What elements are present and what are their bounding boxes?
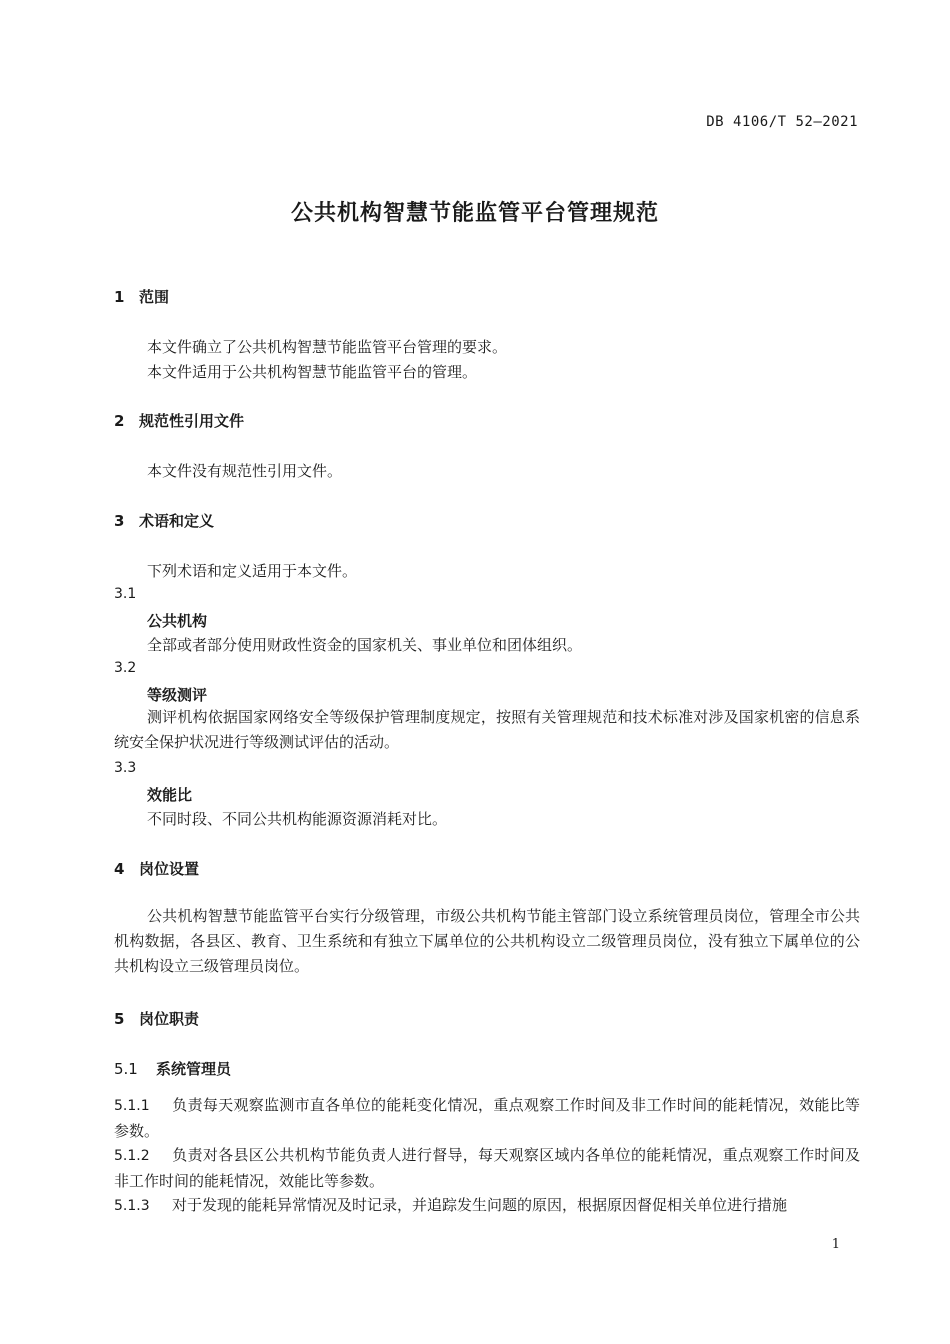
page-number: 1 xyxy=(831,1237,840,1252)
term-number: 3.3 xyxy=(114,760,137,776)
term-number: 3.1 xyxy=(114,586,137,602)
section-title: 岗位职责 xyxy=(139,1010,200,1028)
clause-text: 对于发现的能耗异常情况及时记录，并追踪发生问题的原因，根据原因督促相关单位进行措施 xyxy=(172,1196,788,1214)
paragraph: 本文件确立了公共机构智慧节能监管平台管理的要求。 xyxy=(147,338,508,356)
term-number: 3.2 xyxy=(114,660,137,676)
section-title: 范围 xyxy=(139,288,170,306)
paragraph: 本文件没有规范性引用文件。 xyxy=(147,462,343,480)
section-heading-4 xyxy=(114,858,199,879)
section-number: 5 xyxy=(114,1010,125,1028)
section-number: 1 xyxy=(114,288,125,306)
section-number: 4 xyxy=(114,860,125,878)
term-definition: 不同时段、不同公共机构能源资源消耗对比。 xyxy=(147,810,448,828)
term-name: 效能比 xyxy=(147,786,193,804)
subsection-number: 5.1 xyxy=(114,1060,138,1078)
section-title: 术语和定义 xyxy=(139,512,215,530)
subsection-title: 系统管理员 xyxy=(156,1060,232,1078)
section-title: 规范性引用文件 xyxy=(139,412,245,430)
section-number: 3 xyxy=(114,512,125,530)
standard-code: DB 4106/T 52—2021 xyxy=(706,114,858,130)
clause-number: 5.1.2 xyxy=(114,1148,150,1164)
document-title: 公共机构智慧节能监管平台管理规范 xyxy=(290,201,659,226)
term-name: 公共机构 xyxy=(147,612,208,630)
subsection-heading-5-1 xyxy=(114,1058,231,1079)
clause-number: 5.1.1 xyxy=(114,1098,150,1114)
clause-item xyxy=(114,1093,860,1144)
clause-item xyxy=(114,1193,860,1219)
clause-text: 负责对各县区公共机构节能负责人进行督导，每天观察区域内各单位的能耗情况，重点观察工作时间及非工作时间的能耗情况，效能比等参数。 xyxy=(114,1146,860,1190)
term-name: 等级测评 xyxy=(147,686,208,704)
section-heading-2 xyxy=(114,410,244,431)
paragraph: 下列术语和定义适用于本文件。 xyxy=(147,562,358,580)
paragraph: 公共机构智慧节能监管平台实行分级管理，市级公共机构节能主管部门设立系统管理员岗位，管理全市公共机构数据，各县区、教育、卫生系统和有独立下属单位的公共机构设立二级管理员岗位，没有独立下属单位的公共机构设立三级管理员岗位。 xyxy=(114,907,860,975)
paragraph: 本文件适用于公共机构智慧节能监管平台的管理。 xyxy=(147,363,478,381)
section-heading-1 xyxy=(114,286,169,307)
clause-item xyxy=(114,1143,860,1194)
section-heading-3 xyxy=(114,510,214,531)
section-heading-5 xyxy=(114,1008,199,1029)
section-number: 2 xyxy=(114,412,125,430)
section-title: 岗位设置 xyxy=(139,860,200,878)
term-definition: 测评机构依据国家网络安全等级保护管理制度规定，按照有关管理规范和技术标准对涉及国家机密的信息系统安全保护状况进行等级测试评估的活动。 xyxy=(114,708,860,751)
term-definition: 全部或者部分使用财政性资金的国家机关、事业单位和团体组织。 xyxy=(147,636,583,654)
clause-text: 负责每天观察监测市直各单位的能耗变化情况，重点观察工作时间及非工作时间的能耗情况，效能比等参数。 xyxy=(114,1096,860,1140)
clause-number: 5.1.3 xyxy=(114,1198,150,1214)
